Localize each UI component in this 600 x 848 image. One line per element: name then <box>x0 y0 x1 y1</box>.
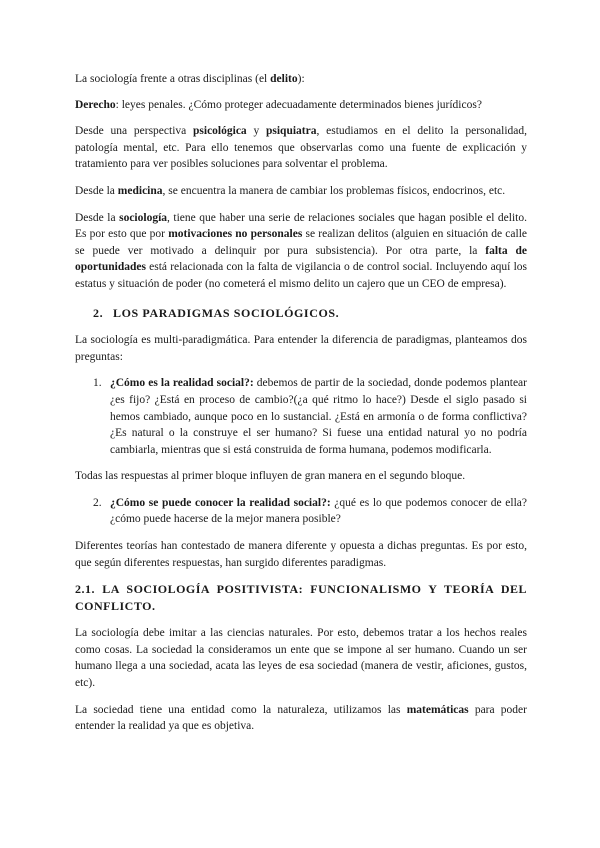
section-title: LOS PARADIGMAS SOCIOLÓGICOS. <box>113 305 340 320</box>
list-marker: 1. <box>93 377 102 390</box>
list-item: 1. ¿Cómo es la realidad social?: debemos de partir de la sociedad, donde podemos plantear ¿es fijo? ¿Está en proceso de cambio?(¿a qué ritmo lo hace?) Desde el siglo pasado si hemos cambiado, aunque poco en lo sustancial. ¿Está en armonía o de forma conflictiva? ¿Es natural o la construye el ser humano? Si fuese una entidad natural yo no podría cambiarla, mientras que si está construida de forma humana, podemos modificarla. <box>93 377 527 456</box>
todas-paragraph: Todas las respuestas al primer bloque influyen de gran manera en el segundo bloque. <box>75 470 466 483</box>
diferentes-paragraph: Diferentes teorías han contestado de manera diferente y opuesta a dichas preguntas. Es por esto, que según diferentes respuestas, han surgido diferentes paradigmas. <box>75 540 527 569</box>
sociologia-paragraph: Desde la sociología, tiene que haber una serie de relaciones sociales que hagan posible el delito. Es por esto que por motivaciones no personales se realizan delitos (alguien en situación de calle se puede ver motivado a delinquir por pura subsistencia). Por otra parte, la falta de oportunidades está relacionada con la falta de vigilancia o de control social. Incluyendo aquí los estatus y situación de poder (no cometerá el mismo delito un cajero que un CEO de empresa). <box>75 211 527 290</box>
psicologia-paragraph: Desde una perspectiva psicológica y psiquiatra, estudiamos en el delito la personalidad, patología mental, etc. Para ello tenemos que observarlas como una fuente de explicación y tratamiento para ver posibles soluciones para solventar el problema. <box>75 125 527 171</box>
entidad-paragraph: La sociedad tiene una entidad como la naturaleza, utilizamos las matemáticas para poder entender la realidad ya que es objetiva. <box>75 703 527 733</box>
section-number: 2. <box>93 305 104 320</box>
questions-list-2 <box>75 495 527 528</box>
section-2-1-heading: 2.1. LA SOCIOLOGÍA POSITIVISTA: FUNCIONALISMO Y TEORÍA DEL CONFLICTO. <box>75 582 527 614</box>
intro-paragraph: La sociología frente a otras disciplinas (el delito): <box>75 73 305 85</box>
list-item: 2. ¿Cómo se puede conocer la realidad social?: ¿qué es lo que podemos conocer de ella? ¿cómo puede hacerse de la mejor manera posible? <box>93 496 527 526</box>
section-2-heading <box>93 305 527 322</box>
medicina-paragraph: Desde la medicina, se encuentra la manera de cambiar los problemas físicos, endocrinos, etc. <box>75 184 506 197</box>
delito-term: delito <box>270 73 298 85</box>
imitar-paragraph: La sociología debe imitar a las ciencias naturales. Por esto, debemos tratar a los hechos reales como cosas. La sociedad la consideramos un ente que se impone al ser humano. Cuando un ser humano llega a una sociedad, acata las leyes de esa sociedad (manera de vestir, aficiones, gustos, etc). <box>75 627 527 690</box>
list-marker: 2. <box>93 496 102 509</box>
document-page <box>75 71 527 745</box>
derecho-term: Derecho <box>75 98 116 111</box>
multi-paragraph: La sociología es multi-paradigmática. Para entender la diferencia de paradigmas, planteamos dos preguntas: <box>75 334 527 363</box>
questions-list-1 <box>75 375 527 458</box>
derecho-paragraph: Derecho: leyes penales. ¿Cómo proteger adecuadamente determinados bienes jurídicos? <box>75 98 482 111</box>
